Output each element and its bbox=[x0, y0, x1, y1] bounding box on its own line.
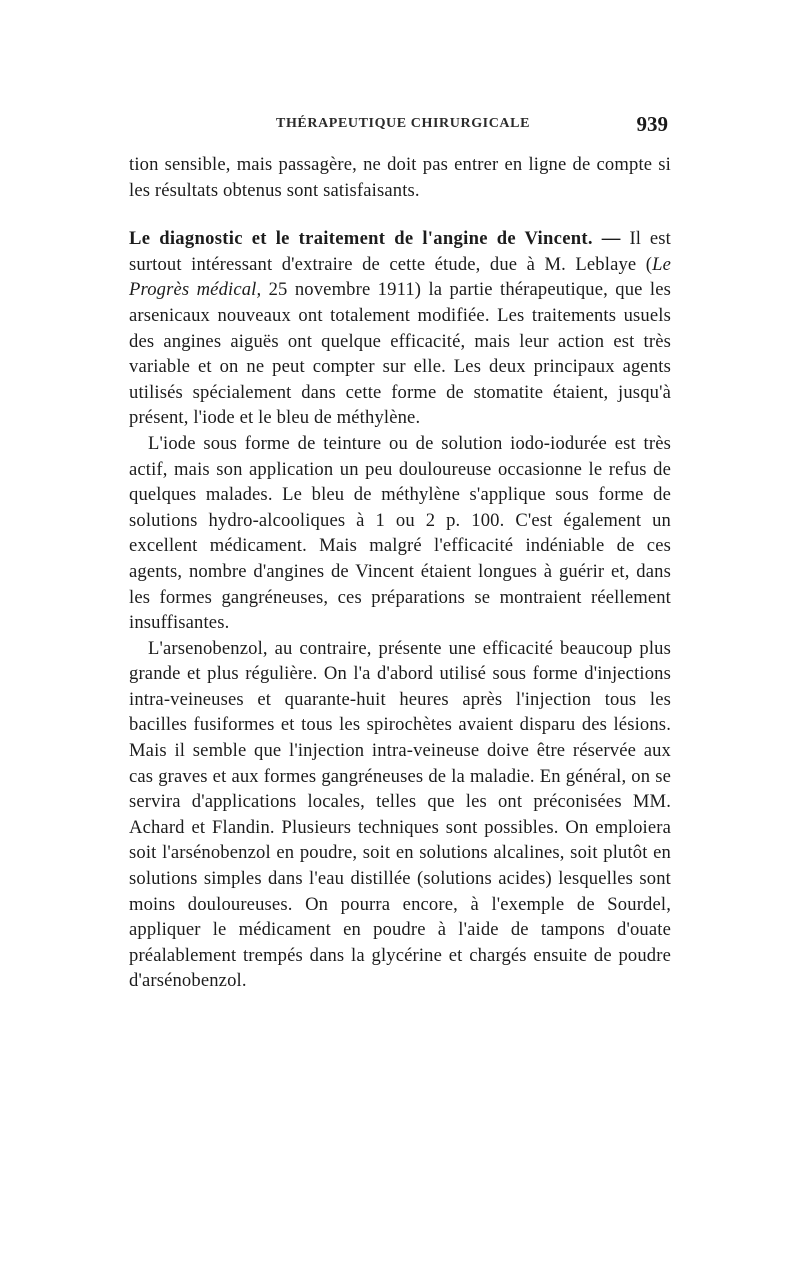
running-title: THÉRAPEUTIQUE CHIRURGICALE bbox=[276, 116, 531, 131]
journal-citation: Le Progrès médical, bbox=[129, 253, 671, 301]
section-intro-text-b: 25 novembre 1911) la partie thérapeutique, que les arsenicaux nouveaux ont totalement modifiée. Les traitements usuels des angines aiguës ont quelque efficacité, mais leur action est très variable et on ne peut compter sur elle. Les deux principaux agents utilisés spécialement dans cette forme de stomatite étaient, jusqu'à présent, l'iode et le bleu de méthylène. bbox=[129, 279, 671, 429]
paragraph-continuation: tion sensible, mais passagère, ne doit pas entrer en ligne de compte si les résultats obtenus sont satisfaisants. bbox=[129, 154, 671, 201]
section-gap bbox=[129, 203, 671, 226]
body-text bbox=[129, 152, 671, 994]
running-head bbox=[128, 112, 670, 142]
section-title: Le diagnostic et le traitement de l'angine de Vincent. — bbox=[129, 228, 621, 250]
paragraph-iode: L'iode sous forme de teinture ou de solution iodo-iodurée est très actif, mais son application un peu douloureuse occasionne le refus de quelques malades. Le bleu de méthylène s'applique sous forme de solutions hydro-alcooliques à 1 ou 2 p. 100. C'est également un excellent médicament. Mais malgré l'efficacité indéniable de ces agents, nombre d'angines de Vincent étaient longues à guérir et, dans les formes gangréneuses, ces préparations se montraient réellement insuffisantes. bbox=[129, 432, 671, 634]
paragraph-arsenobenzol: L'arsenobenzol, au contraire, présente une efficacité beaucoup plus grande et plus régulière. On l'a d'abord utilisé sous forme d'injections intra-veineuses et quarante-huit heures après l'injection tous les bacilles fusiformes et tous les spirochètes avaient disparu des lésions. Mais il semble que l'injection intra-veineuse doive être réservée aux cas graves et aux formes gangréneuses de la maladie. En général, on se servira d'applications locales, telles que les ont préconisées MM. Achard et Flandin. Plusieurs techniques sont possibles. On emploiera soit l'arsénobenzol en poudre, soit en solutions alcalines, soit plutôt en solutions simples dans l'eau distillée (solutions acides) lesquelles sont moins douloureuses. On pourra encore, à l'exemple de Sourdel, appliquer le médicament en poudre à l'aide de tampons d'ouate préalablement trempés dans la glycérine et chargés ensuite de poudre d'arsénobenzol. bbox=[129, 637, 671, 992]
section-intro-text-a: Il est surtout intéressant d'extraire de cette étude, due à M. Leblaye ( bbox=[129, 228, 671, 275]
page-number: 939 bbox=[636, 112, 668, 136]
paragraph-section-intro bbox=[129, 226, 671, 431]
